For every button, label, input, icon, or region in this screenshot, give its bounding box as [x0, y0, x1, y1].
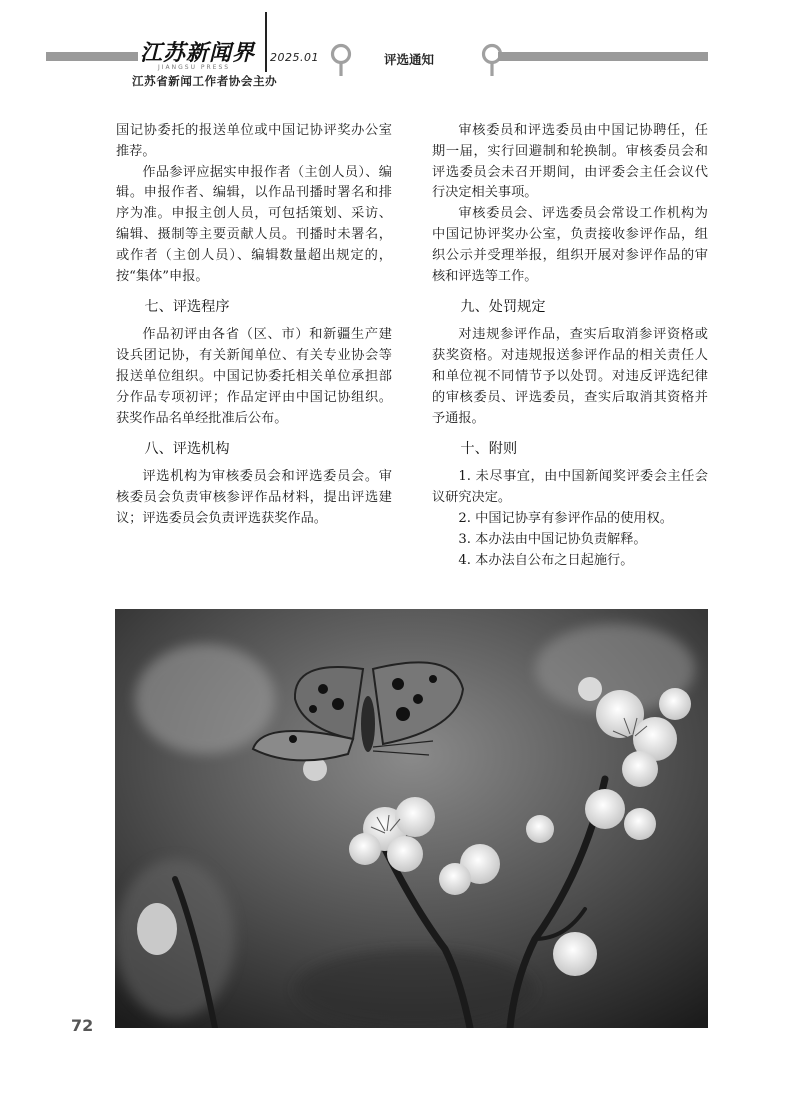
- issue-number: 2025.01: [270, 51, 319, 64]
- header-rule-left: [46, 52, 138, 61]
- paragraph: 作品参评应据实申报作者（主创人员）、编辑。申报作者、编辑，以作品刊播时署名和排序为准。申报主创人员，可包括策划、采访、编辑、摄制等主要贡献人员。刊播时未署名，或作者（主创人员）、编辑数量超出规定的，按“集体”申报。: [116, 164, 392, 284]
- paragraph: 对违规参评作品，查实后取消参评资格或获奖资格。对违规报送参评作品的相关责任人和单位视不同情节予以处罚。对违反评选纪律的审核委员、评选委员，查实后取消其资格并予通报。: [432, 327, 708, 426]
- photo-image: [115, 609, 708, 1028]
- list-item: 2. 中国记协享有参评作品的使用权。: [458, 510, 673, 526]
- pin-icon: [330, 43, 352, 77]
- butterfly-blossom-photo: [115, 609, 708, 1028]
- list-item: 4. 本办法自公布之日起施行。: [458, 552, 634, 568]
- magazine-logo-subtitle: JIANGSU PRESS: [158, 64, 231, 71]
- magazine-logo: 江苏新闻界: [140, 41, 256, 66]
- publisher-line: 江苏省新闻工作者协会主办: [132, 74, 278, 88]
- section-heading: 七、评选程序: [144, 299, 230, 316]
- page-number: 72: [71, 1016, 94, 1035]
- header-divider: [265, 12, 267, 72]
- section-heading: 十、附则: [460, 441, 518, 458]
- section-heading: 九、处罚规定: [460, 299, 546, 316]
- header-rule-right: [498, 52, 708, 61]
- section-heading: 八、评选机构: [144, 441, 230, 458]
- list-item: 1. 未尽事宜，由中国新闻奖评委会主任会议研究决定。: [432, 469, 708, 506]
- paragraph: 作品初评由各省（区、市）和新疆生产建设兵团记协，有关新闻单位、有关专业协会等报送单位组织。中国记协委托相关单位承担部分作品专项初评；作品定评由中国记协组织。获奖作品名单经批准后公布。: [116, 327, 392, 426]
- right-column: [432, 121, 708, 571]
- left-column: [116, 121, 392, 530]
- paragraph: 审核委员会、评选委员会常设工作机构为中国记协评奖办公室，负责接收参评作品，组织公示并受理举报，组织开展对参评作品的审核和评选等工作。: [432, 206, 708, 284]
- section-label: 评选通知: [384, 52, 435, 67]
- paragraph: 评选机构为审核委员会和评选委员会。审核委员会负责审核参评作品材料，提出评选建议；评选委员会负责评选获奖作品。: [116, 469, 392, 526]
- paragraph: 审核委员和评选委员由中国记协聘任，任期一届，实行回避制和轮换制。审核委员会和评选委员会未召开期间，由评委会主任会议代行决定相关事项。: [432, 123, 708, 201]
- paragraph: 国记协委托的报送单位或中国记协评奖办公室推荐。: [116, 123, 392, 159]
- list-item: 3. 本办法由中国记协负责解释。: [458, 531, 647, 547]
